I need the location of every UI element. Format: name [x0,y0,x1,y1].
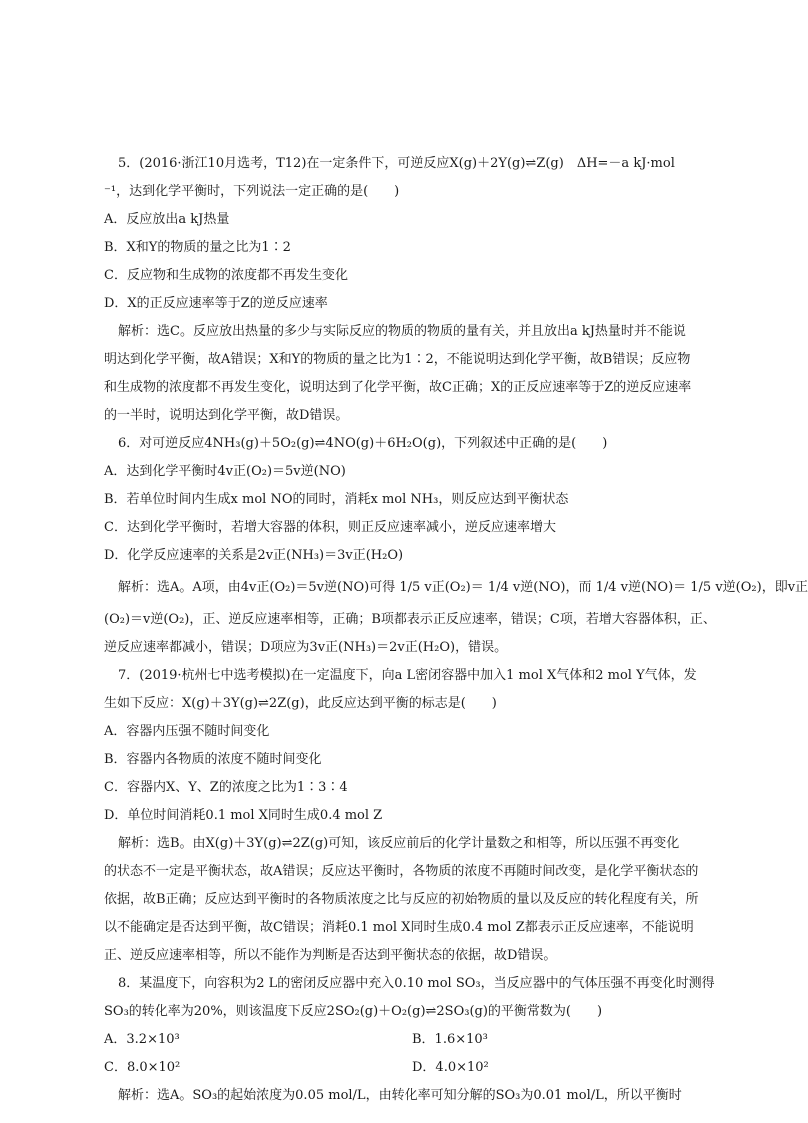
q8-option-c: C．8.0×10² [104,1060,181,1075]
q6-stem: 6．对可逆反应4NH₃(g)＋5O₂(g)⇌4NO(g)＋6H₂O(g)，下列叙述中正确的是( ) [118,436,608,451]
q5-analysis-cont: 明达到化学平衡，故A错误；X和Y的物质的量之比为1∶2，不能说明达到化学平衡，故B错误；反应物 [104,352,691,367]
q5-analysis-cont: 和生成物的浓度都不再发生变化，说明达到了化学平衡，故C正确；X的正反应速率等于Z的逆反应速率 [104,380,692,395]
q6-option-a: A．达到化学平衡时4v正(O₂)＝5v逆(NO) [104,464,346,479]
q6-analysis-cont: (O₂)＝v逆(O₂)，正、逆反应速率相等，正确；B项都表示正反应速率，错误；C项，若增大容器体积，正、 [104,612,716,627]
q7-stem-cont: 生如下反应：X(g)＋3Y(g)⇌2Z(g)，此反应达到平衡的标志是( ) [104,696,497,711]
q5-option-c: C．反应物和生成物的浓度都不再发生变化 [104,268,348,283]
q8-stem: 8．某温度下，向容积为2 L的密闭反应器中充入0.10 mol SO₃，当反应器中的气体压强不再变化时测得 [118,976,715,991]
q7-option-c: C．容器内X、Y、Z的浓度之比为1∶3∶4 [104,780,348,795]
q5-analysis-cont: 的一半时，说明达到化学平衡，故D错误。 [104,408,349,423]
q5-stem: 5．(2016·浙江10月选考，T12)在一定条件下，可逆反应X(g)＋2Y(g)⇌Z(g) ΔH=－a kJ·mol [118,156,675,171]
q7-analysis-cont: 的状态不一定是平衡状态，故A错误；反应达平衡时，各物质的浓度不再随时间改变，是化学平衡状态的 [104,864,699,879]
q6-option-d: D．化学反应速率的关系是2v正(NH₃)＝3v正(H₂O) [104,548,404,563]
q6-analysis: 解析：选A。A项，由4v正(O₂)＝5v逆(NO)可得 1/5 v正(O₂)＝ 1/4 v逆(NO)，而 1/4 v逆(NO)＝ 1/5 v逆(O₂)，即v正 [118,580,808,595]
q7-option-d: D．单位时间消耗0.1 mol X同时生成0.4 mol Z [104,808,383,823]
q5-stem-cont: ⁻¹，达到化学平衡时，下列说法一定正确的是( ) [104,184,400,199]
q8-option-b: B．1.6×10³ [412,1032,488,1047]
q8-option-d: D．4.0×10² [412,1060,489,1075]
q8-stem-cont: SO₃的转化率为20%，则该温度下反应2SO₂(g)＋O₂(g)⇌2SO₃(g)的平衡常数为( ) [104,1004,603,1019]
q7-analysis-cont: 以不能确定是否达到平衡，故C错误；消耗0.1 mol X同时生成0.4 mol Z都表示正反应速率，不能说明 [104,920,694,935]
q5-option-d: D．X的正反应速率等于Z的逆反应速率 [104,296,328,311]
q6-option-c: C．达到化学平衡时，若增大容器的体积，则正反应速率减小，逆反应速率增大 [104,520,556,535]
q7-analysis-cont: 依据，故B正确；反应达到平衡时的各物质浓度之比与反应的初始物质的量以及反应的转化程度有关，所 [104,892,699,907]
q5-option-b: B．X和Y的物质的量之比为1∶2 [104,240,291,255]
q7-analysis-cont: 正、逆反应速率相等，所以不能作为判断是否达到平衡状态的依据，故D错误。 [104,948,557,963]
q8-option-a: A．3.2×10³ [104,1032,180,1047]
q7-option-b: B．容器内各物质的浓度不随时间变化 [104,752,322,767]
q5-option-a: A．反应放出a kJ热量 [104,212,230,227]
q6-option-b: B．若单位时间内生成x mol NO的同时，消耗x mol NH₃，则反应达到平衡状态 [104,492,569,507]
q7-option-a: A．容器内压强不随时间变化 [104,724,270,739]
q7-stem: 7．(2019·杭州七中选考模拟)在一定温度下，向a L密闭容器中加入1 mol X气体和2 mol Y气体，发 [118,668,697,683]
q5-analysis: 解析：选C。反应放出热量的多少与实际反应的物质的物质的量有关，并且放出a kJ热量时并不能说 [118,324,686,339]
q7-analysis: 解析：选B。由X(g)＋3Y(g)⇌2Z(g)可知，该反应前后的化学计量数之和相等，所以压强不再变化 [118,836,680,851]
q8-analysis: 解析：选A。SO₃的起始浓度为0.05 mol/L，由转化率可知分解的SO₃为0.01 mol/L，所以平衡时 [118,1088,682,1103]
q6-analysis-cont: 逆反应速率都减小，错误；D项应为3v正(NH₃)＝2v正(H₂O)，错误。 [104,640,508,655]
